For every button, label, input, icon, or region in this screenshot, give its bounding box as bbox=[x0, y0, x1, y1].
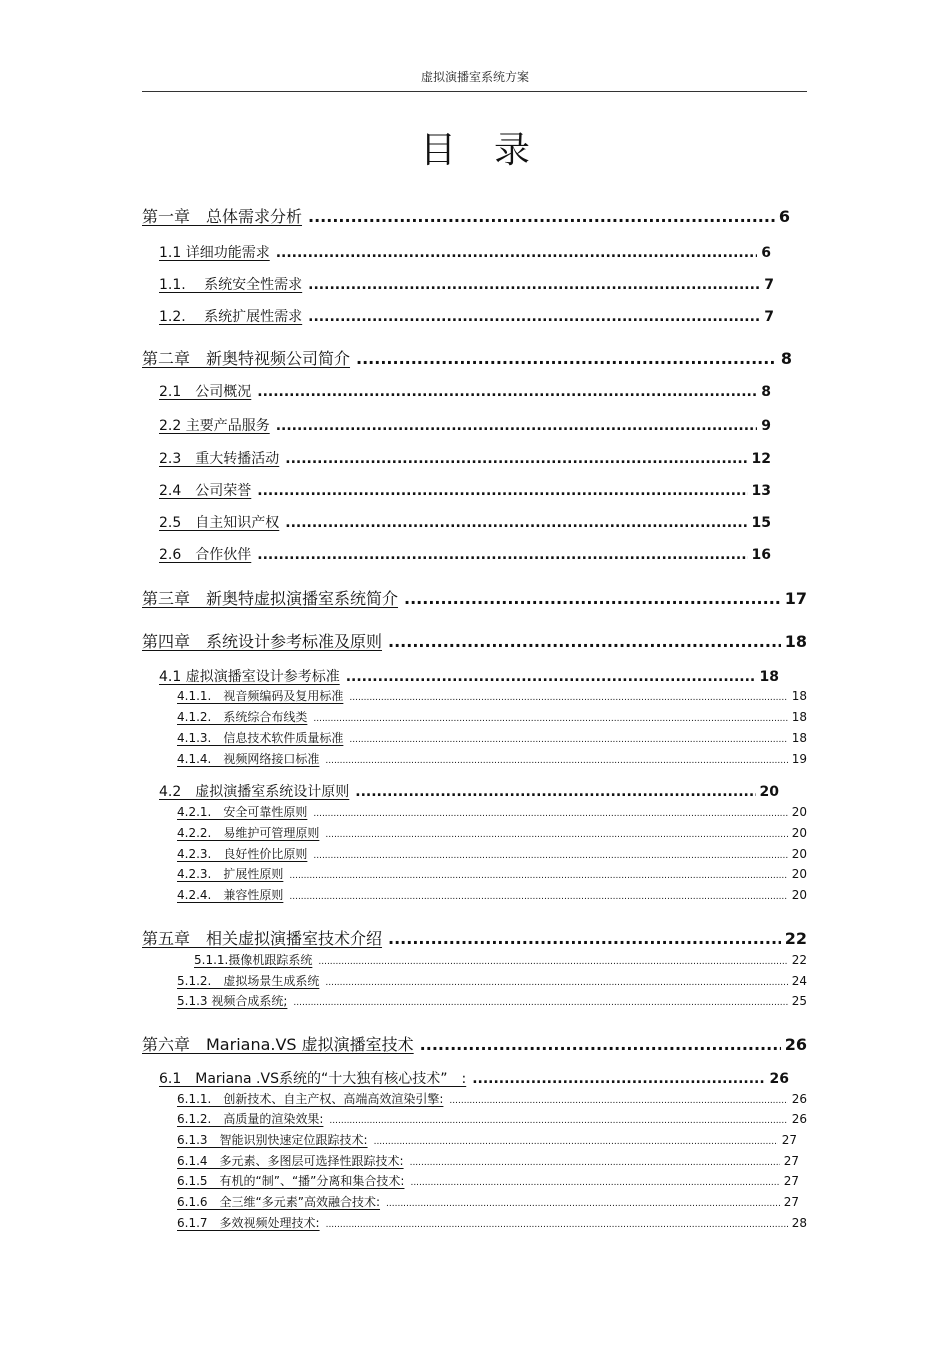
toc-leader bbox=[346, 669, 756, 685]
toc-entry-page: 24 bbox=[791, 974, 807, 988]
toc-entry-label: 4.1.3. 信息技术软件质量标准 bbox=[177, 731, 344, 745]
toc-leader bbox=[355, 784, 755, 800]
toc-leader bbox=[313, 714, 787, 724]
toc-entry-label: 第三章 新奥特虚拟演播室系统简介 bbox=[142, 589, 399, 608]
toc-chapter-4[interactable] bbox=[142, 629, 807, 652]
toc-entry-label: 1.1. 系统安全性需求 bbox=[159, 277, 303, 293]
toc-entry-page: 20 bbox=[791, 805, 807, 819]
toc-entry-label: 2.1 公司概况 bbox=[159, 384, 252, 400]
toc-entry-page: 17 bbox=[784, 589, 807, 608]
toc-leader bbox=[325, 756, 787, 766]
toc-leader bbox=[293, 998, 787, 1008]
toc-entry-page: 12 bbox=[751, 451, 771, 467]
toc-entry-label: 6.1.4 多元素、多图层可选择性跟踪技术: bbox=[177, 1154, 404, 1168]
toc-entry-page: 20 bbox=[791, 847, 807, 861]
toc-section-2-5[interactable] bbox=[159, 512, 771, 532]
toc-sub-4-1-4[interactable] bbox=[177, 750, 807, 767]
toc-leader bbox=[329, 1116, 787, 1126]
toc-entry-page: 22 bbox=[784, 929, 807, 948]
toc-leader bbox=[318, 957, 787, 967]
toc-entry-page: 16 bbox=[751, 547, 771, 563]
toc-entry-label: 4.2 虚拟演播室系统设计原则 bbox=[159, 784, 350, 800]
toc-entry-page: 26 bbox=[791, 1092, 807, 1106]
toc-entry-page: 6 bbox=[761, 245, 771, 261]
toc-sub-4-2-1[interactable] bbox=[177, 803, 807, 820]
toc-leader bbox=[325, 978, 787, 988]
toc-section-4-2[interactable] bbox=[159, 781, 779, 801]
toc-entry-label: 1.2. 系统扩展性需求 bbox=[159, 309, 303, 325]
toc-entry-page: 18 bbox=[784, 632, 807, 651]
toc-entry-label: 4.2.3. 良好性价比原则 bbox=[177, 847, 308, 861]
toc-entry-label: 4.2.1. 安全可靠性原则 bbox=[177, 805, 308, 819]
toc-entry-label: 2.6 合作伙伴 bbox=[159, 547, 252, 563]
toc-entry-label: 6.1.6 全三维“多元素”高效融合技术: bbox=[177, 1195, 381, 1209]
toc-entry-page: 13 bbox=[751, 483, 771, 499]
toc-leader bbox=[410, 1158, 780, 1168]
toc-sub-6-1-4[interactable] bbox=[177, 1152, 799, 1169]
toc-sub-6-1-6[interactable] bbox=[177, 1193, 799, 1210]
toc-leader bbox=[308, 309, 760, 325]
toc-entry-label: 4.1.4. 视频网络接口标准 bbox=[177, 752, 320, 766]
toc-leader bbox=[257, 547, 747, 563]
toc-entry-page: 27 bbox=[783, 1195, 799, 1209]
toc-sub-6-1-5[interactable] bbox=[177, 1172, 799, 1189]
toc-entry-page: 18 bbox=[791, 710, 807, 724]
toc-entry-label: 第六章 Mariana.VS 虚拟演播室技术 bbox=[142, 1035, 414, 1054]
toc-section-1-1-security[interactable] bbox=[159, 274, 774, 294]
toc-entry-label: 5.1.1.摄像机跟踪系统 bbox=[194, 953, 313, 967]
toc-section-2-4[interactable] bbox=[159, 480, 771, 500]
toc-entry-label: 6.1.2. 高质量的渲染效果: bbox=[177, 1112, 324, 1126]
toc-sub-6-1-1[interactable] bbox=[177, 1090, 807, 1107]
toc-leader bbox=[308, 277, 760, 293]
toc-entry-label: 6.1.5 有机的“制”、“播”分离和集合技术: bbox=[177, 1174, 405, 1188]
toc-entry-page: 15 bbox=[751, 515, 771, 531]
toc-entry-label: 5.1.2. 虚拟场景生成系统 bbox=[177, 974, 320, 988]
toc-entry-page: 20 bbox=[791, 826, 807, 840]
toc-entry-label: 4.1.2. 系统综合布线类 bbox=[177, 710, 308, 724]
toc-sub-5-1-3[interactable] bbox=[177, 992, 807, 1009]
running-header: 虚拟演播室系统方案 bbox=[420, 70, 529, 84]
toc-sub-4-1-3[interactable] bbox=[177, 729, 807, 746]
toc-entry-page: 27 bbox=[783, 1154, 799, 1168]
toc-leader bbox=[472, 1071, 765, 1087]
toc-section-2-2[interactable] bbox=[159, 415, 771, 435]
toc-leader bbox=[289, 871, 787, 881]
toc-leader bbox=[326, 1220, 788, 1230]
toc-leader bbox=[313, 851, 787, 861]
toc-leader bbox=[449, 1096, 787, 1106]
toc-entry-page: 8 bbox=[761, 384, 771, 400]
toc-entry-label: 4.1.1. 视音频编码及复用标准 bbox=[177, 689, 344, 703]
toc-sub-6-1-7[interactable] bbox=[177, 1214, 807, 1231]
toc-chapter-5[interactable] bbox=[142, 926, 807, 949]
toc-leader bbox=[257, 384, 757, 400]
toc-sub-4-2-3b[interactable] bbox=[177, 865, 807, 882]
toc-leader bbox=[388, 929, 781, 948]
toc-leader bbox=[349, 693, 787, 703]
toc-leader bbox=[374, 1137, 778, 1147]
toc-leader bbox=[349, 735, 787, 745]
toc-chapter-3[interactable] bbox=[142, 586, 807, 609]
toc-chapter-2[interactable] bbox=[142, 346, 792, 369]
toc-leader bbox=[404, 589, 781, 608]
toc-entry-page: 7 bbox=[764, 309, 774, 325]
toc-entry-page: 26 bbox=[769, 1071, 789, 1087]
toc-entry-page: 20 bbox=[791, 888, 807, 902]
toc-leader bbox=[420, 1035, 781, 1054]
toc-leader bbox=[325, 830, 787, 840]
toc-entry-page: 6 bbox=[778, 207, 790, 226]
toc-entry-page: 22 bbox=[791, 953, 807, 967]
toc-entry-label: 第五章 相关虚拟演播室技术介绍 bbox=[142, 929, 383, 948]
toc-leader bbox=[289, 892, 787, 902]
toc-entry-page: 18 bbox=[791, 731, 807, 745]
toc-entry-label: 2.2 主要产品服务 bbox=[159, 418, 270, 434]
toc-chapter-6[interactable] bbox=[142, 1032, 807, 1055]
toc-entry-page: 26 bbox=[791, 1112, 807, 1126]
toc-chapter-1[interactable] bbox=[142, 204, 790, 227]
toc-sub-4-2-2[interactable] bbox=[177, 824, 807, 841]
toc-entry-page: 26 bbox=[784, 1035, 807, 1054]
toc-entry-page: 20 bbox=[759, 784, 779, 800]
toc-entry-page: 8 bbox=[780, 349, 792, 368]
toc-entry-page: 7 bbox=[764, 277, 774, 293]
toc-entry-label: 4.2.2. 易维护可管理原则 bbox=[177, 826, 320, 840]
toc-sub-4-2-3[interactable] bbox=[177, 845, 807, 862]
toc-entry-label: 4.2.3. 扩展性原则 bbox=[177, 867, 284, 881]
toc-entry-label: 4.2.4. 兼容性原则 bbox=[177, 888, 284, 902]
toc-leader bbox=[388, 632, 781, 651]
toc-leader bbox=[276, 418, 758, 434]
toc-section-1-2[interactable] bbox=[159, 306, 774, 326]
toc-leader bbox=[276, 245, 758, 261]
toc-entry-page: 19 bbox=[791, 752, 807, 766]
toc-entry-label: 6.1.1. 创新技术、自主产权、高端高效渲染引擎: bbox=[177, 1092, 444, 1106]
toc-leader bbox=[410, 1178, 779, 1188]
toc-section-2-6[interactable] bbox=[159, 544, 771, 564]
toc-entry-page: 28 bbox=[791, 1216, 807, 1230]
toc-sub-4-1-1[interactable] bbox=[177, 687, 807, 704]
toc-entry-page: 18 bbox=[759, 669, 779, 685]
toc-section-2-3[interactable] bbox=[159, 448, 771, 468]
toc-sub-4-1-2[interactable] bbox=[177, 708, 807, 725]
toc-entry-label: 第一章 总体需求分析 bbox=[142, 207, 303, 226]
toc-entry-page: 18 bbox=[791, 689, 807, 703]
toc-section-1-1[interactable] bbox=[159, 242, 771, 262]
toc-leader bbox=[386, 1199, 780, 1209]
toc-entry-page: 27 bbox=[783, 1174, 799, 1188]
toc-entry-page: 27 bbox=[781, 1133, 797, 1147]
toc-entry-label: 4.1 虚拟演播室设计参考标准 bbox=[159, 669, 340, 685]
toc-sub-5-1-2[interactable] bbox=[177, 972, 807, 989]
toc-entry-page: 25 bbox=[791, 994, 807, 1008]
toc-leader bbox=[285, 515, 747, 531]
toc-leader bbox=[356, 349, 777, 368]
toc-entry-label: 第四章 系统设计参考标准及原则 bbox=[142, 632, 383, 651]
toc-leader bbox=[313, 809, 787, 819]
toc-entry-label: 6.1.3 智能识别快速定位跟踪技术: bbox=[177, 1133, 368, 1147]
toc-leader bbox=[285, 451, 747, 467]
toc-entry-label: 第二章 新奥特视频公司简介 bbox=[142, 349, 351, 368]
toc-entry-label: 6.1 Mariana .VS系统的“十大独有核心技术” : bbox=[159, 1071, 467, 1087]
toc-section-4-1[interactable] bbox=[159, 666, 779, 686]
toc-sub-4-2-4[interactable] bbox=[177, 886, 807, 903]
toc-entry-page: 9 bbox=[761, 418, 771, 434]
toc-entry-page: 20 bbox=[791, 867, 807, 881]
header-rule bbox=[142, 91, 807, 92]
toc-entry-label: 2.3 重大转播活动 bbox=[159, 451, 280, 467]
toc-sub-6-1-3[interactable] bbox=[177, 1131, 797, 1148]
toc-entry-label: 2.5 自主知识产权 bbox=[159, 515, 280, 531]
toc-entry-label: 5.1.3 视频合成系统; bbox=[177, 994, 288, 1008]
toc-entry-label: 1.1 详细功能需求 bbox=[159, 245, 270, 261]
toc-section-6-1[interactable] bbox=[159, 1068, 789, 1088]
toc-entry-label: 6.1.7 多效视频处理技术: bbox=[177, 1216, 320, 1230]
toc-section-2-1[interactable] bbox=[159, 381, 771, 401]
toc-sub-6-1-2[interactable] bbox=[177, 1110, 807, 1127]
toc-leader bbox=[257, 483, 747, 499]
toc-entry-label: 2.4 公司荣誉 bbox=[159, 483, 252, 499]
toc-sub-5-1-1[interactable] bbox=[194, 951, 807, 968]
toc-title: 目录 bbox=[419, 130, 568, 171]
toc-leader bbox=[308, 207, 775, 226]
